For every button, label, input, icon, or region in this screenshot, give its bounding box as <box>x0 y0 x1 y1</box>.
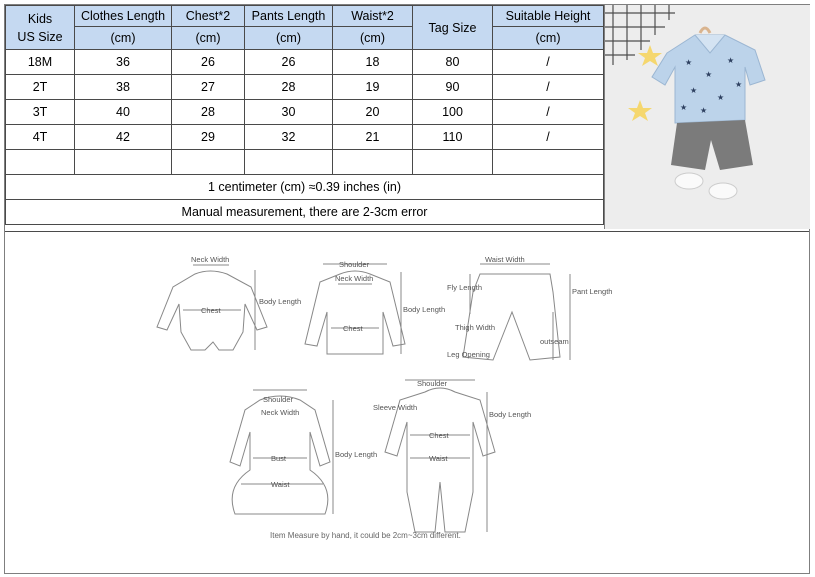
dress-neck-label: Neck Width <box>261 408 300 417</box>
svg-text:★: ★ <box>705 70 713 79</box>
value-cell: 27 <box>172 75 245 100</box>
value-cell: 19 <box>333 75 413 100</box>
bodysuit-chest-label: Chest <box>201 306 221 315</box>
top-body-length-label: Body Length <box>403 305 446 314</box>
empty-cell <box>413 150 493 175</box>
header-waist: Waist*2 <box>333 6 413 27</box>
value-cell: 18 <box>333 50 413 75</box>
size-chart-sheet <box>4 4 810 574</box>
table-row <box>6 125 604 150</box>
table-row <box>6 50 604 75</box>
header-kids-line1: Kids <box>27 11 53 26</box>
pants-length-label: Pant Length <box>572 287 613 296</box>
header-suitable-height: Suitable Height <box>493 6 604 27</box>
top-neck-label: Neck Width <box>335 274 374 283</box>
empty-cell <box>333 150 413 175</box>
value-cell: / <box>493 100 604 125</box>
svg-text:★: ★ <box>680 103 688 112</box>
value-cell: / <box>493 50 604 75</box>
dress-waist-label: Waist <box>271 480 290 489</box>
value-cell: 26 <box>172 50 245 75</box>
value-cell: 32 <box>245 125 333 150</box>
value-cell: / <box>493 75 604 100</box>
pants-fly-label: Fly Length <box>447 283 483 292</box>
size-cell: 2T <box>6 75 75 100</box>
unit-cell: (cm) <box>333 27 413 50</box>
table-header-row <box>6 6 604 27</box>
bodysuit-neck-label: Neck Width <box>191 255 230 264</box>
header-kids-us-size <box>6 6 75 50</box>
error-note: Manual measurement, there are 2-3cm error <box>6 200 604 225</box>
empty-cell <box>245 150 333 175</box>
bodysuit-body-length-label: Body Length <box>259 297 302 306</box>
value-cell: 36 <box>75 50 172 75</box>
value-cell: 38 <box>75 75 172 100</box>
table-unit-row <box>6 27 604 50</box>
table-row <box>6 100 604 125</box>
empty-cell <box>6 150 75 175</box>
size-cell: 3T <box>6 100 75 125</box>
header-chest: Chest*2 <box>172 6 245 27</box>
measure-caption: Item Measure by hand, it could be 2cm~3cm different. <box>270 531 461 540</box>
dress-shoulder-label: Shoulder <box>263 395 294 404</box>
value-cell: 20 <box>333 100 413 125</box>
top-chest-label: Chest <box>343 324 363 333</box>
unit-cell: (cm) <box>493 27 604 50</box>
size-table <box>5 5 604 225</box>
header-clothes-length: Clothes Length <box>75 6 172 27</box>
value-cell: 21 <box>333 125 413 150</box>
romper-sleeve-label: Sleeve Width <box>373 403 418 412</box>
size-cell: 4T <box>6 125 75 150</box>
value-cell: 90 <box>413 75 493 100</box>
dress-body-length-label: Body Length <box>335 450 378 459</box>
svg-text:★: ★ <box>700 106 708 115</box>
empty-cell <box>172 150 245 175</box>
measurement-diagrams <box>5 231 809 574</box>
svg-text:★: ★ <box>727 56 735 65</box>
conversion-note: 1 centimeter (cm) ≈0.39 inches (in) <box>6 175 604 200</box>
pants-thigh-label: Thigh Width <box>455 323 496 332</box>
romper-chest-label: Chest <box>429 431 449 440</box>
product-photo <box>604 5 810 229</box>
pants-waist-label: Waist Width <box>485 255 525 264</box>
pants-leg-opening-label: Leg Opening <box>447 350 490 359</box>
empty-cell <box>493 150 604 175</box>
value-cell: 29 <box>172 125 245 150</box>
value-cell: / <box>493 125 604 150</box>
size-cell: 18M <box>6 50 75 75</box>
value-cell: 28 <box>245 75 333 100</box>
svg-text:★: ★ <box>717 93 725 102</box>
table-row-empty <box>6 150 604 175</box>
value-cell: 30 <box>245 100 333 125</box>
measurement-guide-svg <box>5 232 809 574</box>
romper-body-length-label: Body Length <box>489 410 532 419</box>
svg-text:★: ★ <box>690 86 698 95</box>
romper-waist-label: Waist <box>429 454 448 463</box>
dress-bust-label: Bust <box>271 454 287 463</box>
value-cell: 100 <box>413 100 493 125</box>
romper-shoulder-label: Shoulder <box>417 379 448 388</box>
value-cell: 40 <box>75 100 172 125</box>
value-cell: 42 <box>75 125 172 150</box>
unit-cell: (cm) <box>245 27 333 50</box>
value-cell: 110 <box>413 125 493 150</box>
table-row <box>6 75 604 100</box>
unit-cell: (cm) <box>75 27 172 50</box>
top-shoulder-label: Shoulder <box>339 260 370 269</box>
empty-cell <box>75 150 172 175</box>
unit-cell: (cm) <box>172 27 245 50</box>
svg-text:★: ★ <box>685 58 693 67</box>
value-cell: 26 <box>245 50 333 75</box>
pants-outseam-label: outseam <box>540 337 569 346</box>
svg-text:★: ★ <box>735 80 743 89</box>
conversion-note-row <box>6 175 604 200</box>
header-pants-length: Pants Length <box>245 6 333 27</box>
error-note-row <box>6 200 604 225</box>
product-photo-shirt-pants-icon <box>605 5 810 229</box>
header-tag-size: Tag Size <box>413 6 493 50</box>
value-cell: 80 <box>413 50 493 75</box>
value-cell: 28 <box>172 100 245 125</box>
header-kids-line2: US Size <box>17 29 63 44</box>
